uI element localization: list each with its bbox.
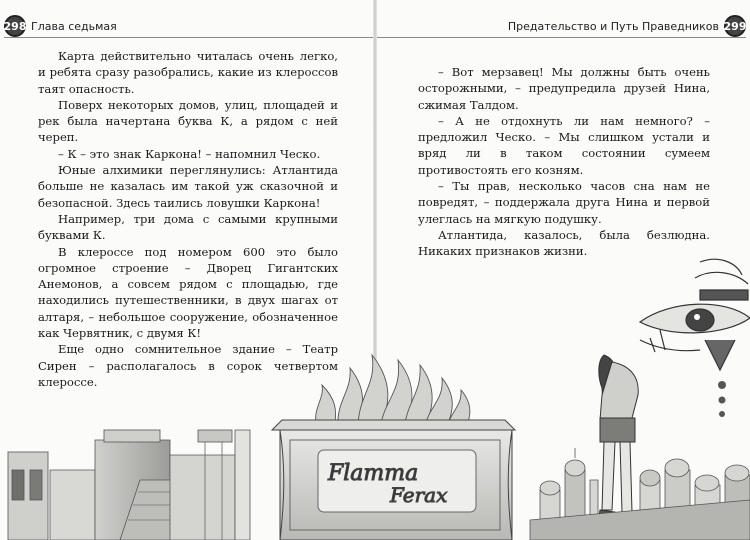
city-skyline	[530, 448, 750, 540]
eye-mural	[640, 259, 750, 370]
mural-dots	[718, 381, 726, 417]
altar-flames	[316, 355, 470, 430]
altar-inscription-bottom: Ferax	[390, 483, 448, 507]
ruins-left	[8, 430, 250, 540]
paragraph: Еще одно сомнительное здание – Театр Сирен – располагалось в сорок четвертом клероссе.	[38, 342, 338, 389]
paragraph: Юные алхимики переглянулись: Атлантида больше не казалась им такой уж сказочной и безопасной. Здесь таились ловушки Каркона!	[38, 163, 338, 210]
girl-figure	[598, 355, 638, 522]
right-page-number: 299	[724, 15, 746, 37]
paragraph: Поверх некоторых домов, улиц, площадей и рек была начертана буква К, а рядом с ней череп.	[38, 97, 338, 145]
right-running-head: Предательство и Путь Праведников	[507, 19, 719, 33]
paragraph: В клероссе под номером 600 это было огромное строение – Дворец Гигантских Анемонов, а совсем рядом с площадью, где находились путешественники, в двух шагах от алтаря, – небольшое сооружение, обозначенное как Червятник, с двумя К!	[38, 244, 338, 341]
paragraph: Например, три дома с самыми крупными буквами К.	[38, 211, 338, 243]
paragraph: Карта действительно читалась очень легко, и ребята сразу разобрались, какие из клероссов таят опасность.	[38, 49, 338, 96]
paragraph: – Ты прав, несколько часов сна нам не повредят, – поддержала друга Нина и первой улеглась на мягкую подушку.	[418, 179, 710, 226]
left-running-head: Глава седьмая	[31, 19, 117, 33]
paragraph: – Вот мерзавец! Мы должны быть очень осторожными, – предупредила друзей Нина, сжимая Талдом.	[418, 65, 710, 112]
paragraph: – А не отдохнуть ли нам немного? – предложил Ческо. – Мы слишком устали и вряд ли в таком состоянии сумеем противостоять его козням.	[418, 113, 710, 177]
altar-inscription-top: Flamma	[328, 461, 419, 486]
paragraph: – К – это знак Каркона! – напомнил Ческо.	[58, 146, 321, 161]
paragraph: Атлантида, казалось, была безлюдна. Никаких признаков жизни.	[418, 227, 710, 259]
left-page-number: 298	[4, 15, 26, 37]
altar	[272, 420, 515, 540]
